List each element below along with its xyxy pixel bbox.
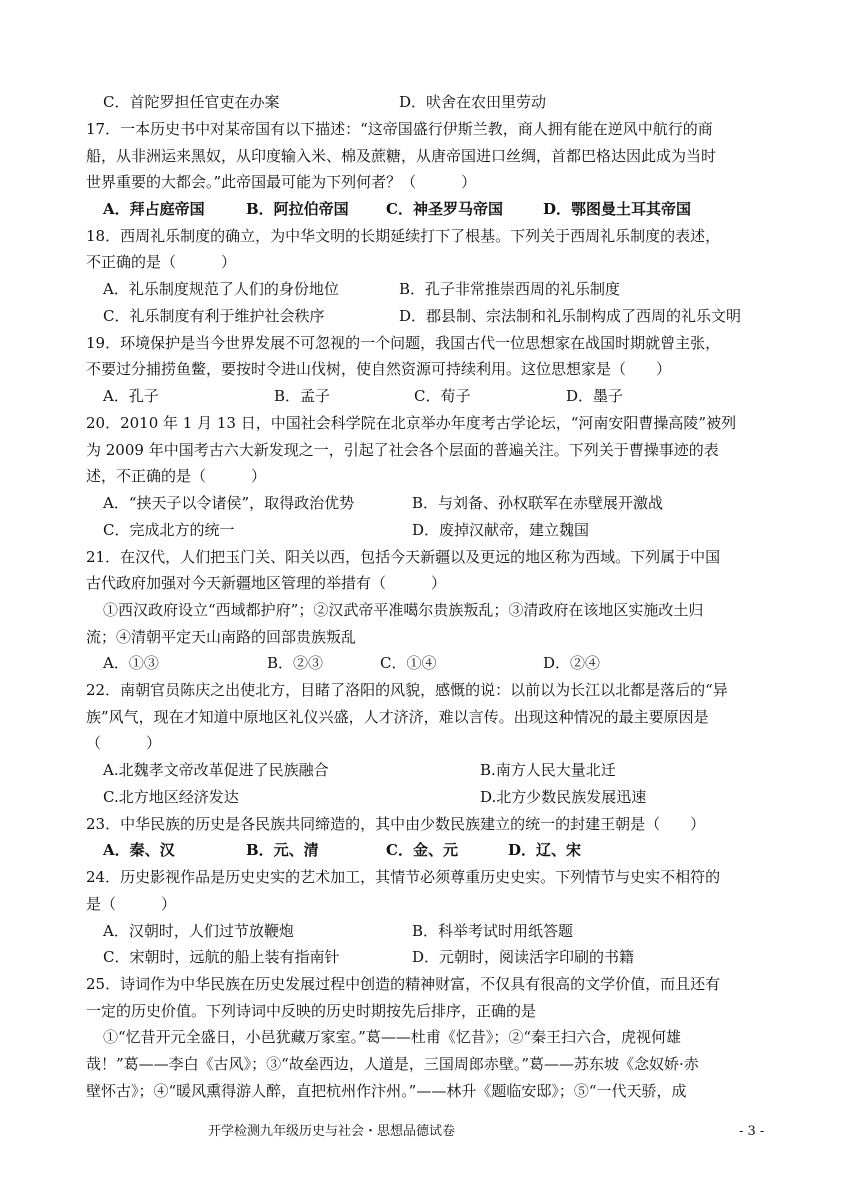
- footer-title: 开学检测九年级历史与社会・思想品德试卷: [208, 1124, 456, 1139]
- option-b: B．科举考试时用纸答题: [412, 922, 574, 940]
- option-line: [103, 92, 279, 112]
- option-d: D．②④: [543, 654, 601, 672]
- question-17-text-3: 世界重要的大都会。”此帝国最可能为下列何者？（ ）: [86, 173, 477, 191]
- option-c: C．金、元: [386, 841, 458, 859]
- question-20-text-3: 述，不正确的是（ ）: [86, 467, 267, 485]
- question-18-text: 18．西周礼乐制度的确立，为中华文明的长期延续打下了根基。下列关于西周礼乐制度的表述，: [86, 227, 721, 245]
- option-c: C.北方地区经济发达: [103, 788, 239, 806]
- question-23-text: 23．中华民族的历史是各民族共同缔造的，其中由少数民族建立的统一的封建王朝是（ ）: [86, 815, 706, 833]
- option-a: A．拜占庭帝国: [103, 200, 205, 218]
- option-c: C．荀子: [414, 387, 471, 405]
- question-25-poems-2: 哉！”葛——李白《古风》；③“故垒西边，人道是，三国周郎赤壁。”葛——苏东坡《念奴娇·赤: [86, 1055, 699, 1073]
- question-25-poems-3: 壁怀古》；④“暖风熏得游人醉，直把杭州作汴州。”——林升《题临安邸》；⑤“一代天骄，成: [86, 1082, 687, 1100]
- option-a: A．礼乐制度规范了人们的身份地位: [103, 280, 339, 298]
- option-d: D．吠舍在农田里劳动: [399, 93, 547, 111]
- page-number: - 3 -: [739, 1124, 765, 1139]
- option-a: A．孔子: [103, 387, 159, 405]
- question-17-text: 17．一本历史书中对某帝国有以下描述：“这帝国盛行伊斯兰教，商人拥有能在逆风中航行的商: [86, 120, 713, 138]
- option-b: B．阿拉伯帝国: [246, 200, 349, 218]
- question-21-statements: ①西汉政府设立“西域都护府”；②汉武帝平准噶尔贵族叛乱；③清政府在该地区实施改土归: [103, 601, 704, 619]
- question-21-statements-2: 流；④清朝平定天山南路的回部贵族叛乱: [86, 628, 357, 646]
- question-21-text: 21．在汉代，人们把玉门关、阳关以西，包括今天新疆以及更远的地区称为西域。下列属于中国: [86, 548, 721, 566]
- question-21-text-2: 古代政府加强对今天新疆地区管理的举措有（ ）: [86, 574, 447, 592]
- option-d: D．鄂图曼土耳其帝国: [543, 200, 692, 218]
- question-22-text-3: （ ）: [86, 734, 162, 752]
- question-25-poems: ①“忆昔开元全盛日，小邑犹藏万家室。”葛——杜甫《忆昔》；②“秦王扫六合，虎视何雄: [103, 1028, 682, 1046]
- question-25-text: 25．诗词作为中华民族在历史发展过程中创造的精神财富，不仅具有很高的文学价值，而且还有: [86, 975, 721, 993]
- option-c: C．完成北方的统一: [103, 521, 235, 539]
- question-17-text-2: 船，从非洲运来黑奴，从印度输入米、棉及蔗糖，从唐帝国进口丝绸，首都巴格达因此成为当时: [86, 147, 717, 165]
- option-d: D．郡县制、宗法制和礼乐制构成了西周的礼乐文明: [399, 307, 742, 325]
- question-20-text-2: 为 2009 年中国考古六大新发现之一，引起了社会各个层面的普遍关注。下列关于曹操事迹的表: [86, 441, 719, 459]
- option-a: A．“挟天子以令诸侯”，取得政治优势: [103, 494, 355, 512]
- option-a: A．秦、汉: [103, 841, 175, 859]
- option-c: C．①④: [380, 654, 437, 672]
- option-b: B．②③: [267, 654, 324, 672]
- option-d: D．废掉汉献帝，建立魏国: [412, 521, 590, 539]
- question-24-text-2: 是（ ）: [86, 895, 177, 913]
- option-a: A.北魏孝文帝改革促进了民族融合: [103, 761, 329, 779]
- question-24-text: 24．历史影视作品是历史史实的艺术加工，其情节必须尊重历史史实。下列情节与史实不相符的: [86, 868, 721, 886]
- question-22-text-2: 族”风气，现在才知道中原地区礼仪兴盛，人才济济，难以言传。出现这种情况的最主要原因是: [86, 708, 709, 726]
- option-d: D．墨子: [566, 387, 624, 405]
- option-c: C．神圣罗马帝国: [386, 200, 503, 218]
- question-20-text: 20．2010 年 1 月 13 日，中国社会科学院在北京举办年度考古学论坛，“河南安阳曹操高陵”被列: [86, 414, 737, 432]
- question-18-text-2: 不正确的是（ ）: [86, 253, 237, 271]
- option-d: D．元朝时，阅读活字印刷的书籍: [412, 948, 635, 966]
- option-c: C．首陀罗担任官吏在办案: [103, 93, 280, 111]
- option-d: D．辽、宋: [508, 841, 582, 859]
- option-b: B．孟子: [274, 387, 331, 405]
- option-b: B.南方人民大量北迁: [480, 761, 616, 779]
- option-b: B．与刘备、孙权联军在赤壁展开激战: [412, 494, 664, 512]
- question-19-text-2: 不要过分捕捞鱼鳖，要按时令进山伐树，使自然资源可持续利用。这位思想家是（ ）: [86, 360, 672, 378]
- option-b: B．孔子非常推崇西周的礼乐制度: [399, 280, 621, 298]
- option-a: A．汉朝时，人们过节放鞭炮: [103, 922, 294, 940]
- question-25-text-2: 一定的历史价值。下列诗词中反映的历史时期按先后排序，正确的是: [86, 1002, 537, 1020]
- question-19-text: 19．环境保护是当今世界发展不可忽视的一个问题，我国古代一位思想家在战国时期就曾主张，: [86, 334, 721, 352]
- option-c: C．礼乐制度有利于维护社会秩序: [103, 307, 325, 325]
- option-c: C．宋朝时，远航的船上装有指南针: [103, 948, 340, 966]
- option-d: D.北方少数民族发展迅速: [480, 788, 647, 806]
- option-a: A．①③: [103, 654, 159, 672]
- question-22-text: 22．南朝官员陈庆之出使北方，目睹了洛阳的风貌，感慨的说：以前以为长江以北都是落后的“异: [86, 681, 728, 699]
- option-b: B．元、清: [246, 841, 319, 859]
